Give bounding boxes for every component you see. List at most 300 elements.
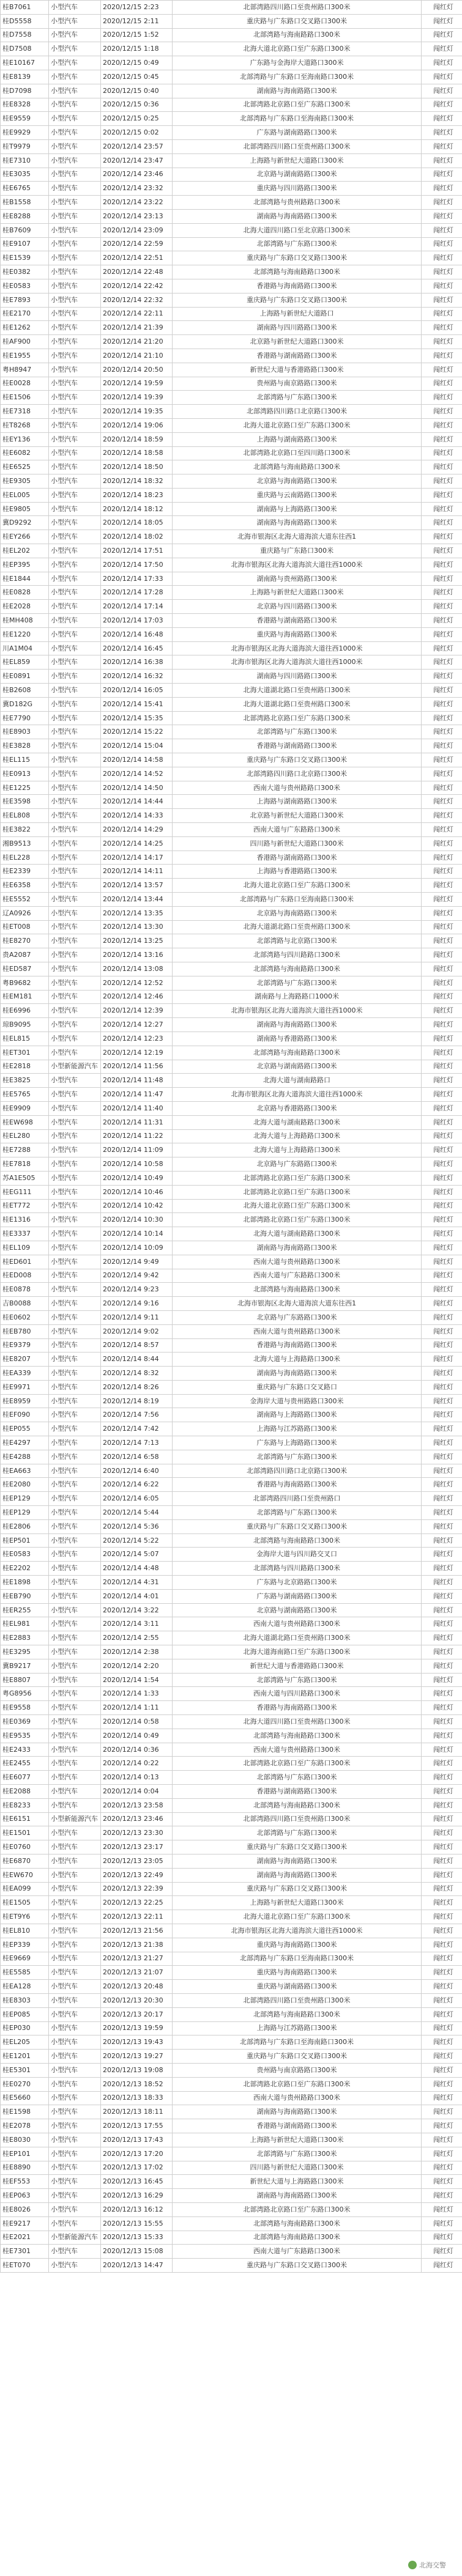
table-row [1,168,462,182]
plate-number-cell: 桂E2202 [1,1562,49,1576]
location-cell: 湖南路与海南路路口300米 [173,1018,422,1032]
vehicle-type-cell: 小型汽车 [49,586,101,600]
table-row [1,1980,462,1994]
vehicle-type-cell: 小型汽车 [49,1129,101,1143]
time-cell: 2020/12/13 23:05 [101,1854,173,1868]
plate-number-cell: 桂E9929 [1,126,49,140]
time-cell: 2020/12/14 20:50 [101,363,173,377]
time-cell: 2020/12/14 14:52 [101,767,173,781]
time-cell: 2020/12/14 16:38 [101,655,173,670]
violation-cell: 闯红灯 [422,377,462,391]
violation-cell: 闯红灯 [422,1519,462,1533]
table-row [1,1617,462,1631]
location-cell: 北部湾路与广东路口300米 [173,1506,422,1520]
violation-cell: 闯红灯 [422,279,462,293]
plate-number-cell: 桂E0602 [1,1310,49,1324]
time-cell: 2020/12/14 4:48 [101,1562,173,1576]
violation-cell: 闯红灯 [422,1812,462,1826]
location-cell: 北部湾路与海南路路口300米 [173,1729,422,1743]
violation-cell: 闯红灯 [422,2245,462,2259]
location-cell: 北部湾路与广东路口300米 [173,1673,422,1687]
time-cell: 2020/12/14 14:50 [101,781,173,795]
violation-cell: 闯红灯 [422,2050,462,2064]
table-row [1,126,462,140]
plate-number-cell: 桂E7310 [1,153,49,168]
time-cell: 2020/12/14 16:05 [101,684,173,698]
plate-number-cell: 桂E1898 [1,1576,49,1590]
time-cell: 2020/12/14 13:16 [101,948,173,962]
vehicle-type-cell: 小型汽车 [49,1701,101,1715]
plate-number-cell: 湘B9513 [1,836,49,851]
time-cell: 2020/12/14 0:36 [101,1743,173,1757]
vehicle-type-cell: 小型汽车 [49,1199,101,1213]
violation-cell: 闯红灯 [422,223,462,237]
time-cell: 2020/12/13 14:47 [101,2259,173,2273]
table-row [1,1506,462,1520]
time-cell: 2020/12/14 3:11 [101,1617,173,1631]
location-cell: 北部湾路与海南路路口300米 [173,2007,422,2021]
vehicle-type-cell: 小型汽车 [49,1659,101,1673]
table-row [1,1283,462,1297]
location-cell: 北部湾路与海南路路口300米 [173,265,422,279]
violation-cell: 闯红灯 [422,1743,462,1757]
location-cell: 重庆路与广东路口交叉路口300米 [173,2259,422,2273]
table-row [1,1115,462,1129]
time-cell: 2020/12/14 9:02 [101,1324,173,1338]
vehicle-type-cell: 小型汽车 [49,1687,101,1701]
vehicle-type-cell: 小型汽车 [49,2105,101,2119]
time-cell: 2020/12/13 19:43 [101,2035,173,2050]
table-row [1,2133,462,2147]
violation-cell: 闯红灯 [422,725,462,739]
plate-number-cell: 桂E1955 [1,349,49,363]
time-cell: 2020/12/15 0:02 [101,126,173,140]
plate-number-cell: 桂EL228 [1,851,49,865]
table-row [1,1074,462,1088]
table-row [1,1199,462,1213]
violation-cell: 闯红灯 [422,1464,462,1478]
vehicle-type-cell: 小型汽车 [49,697,101,711]
time-cell: 2020/12/14 13:57 [101,879,173,893]
location-cell: 北海大道湖北路口至贵州路口300米 [173,684,422,698]
plate-number-cell: 桂E0028 [1,377,49,391]
table-row [1,2161,462,2175]
vehicle-type-cell: 小型汽车 [49,823,101,837]
time-cell: 2020/12/13 18:52 [101,2077,173,2091]
location-cell: 北海市银海区北海大道海滨大道往西1000米 [173,655,422,670]
location-cell: 北部湾路四川路口至贵州路口300米 [173,1812,422,1826]
violation-cell: 闯红灯 [422,739,462,753]
violation-cell: 闯红灯 [422,962,462,976]
plate-number-cell: 桂E1539 [1,251,49,265]
time-cell: 2020/12/14 13:25 [101,934,173,948]
vehicle-type-cell: 小型汽车 [49,1715,101,1729]
plate-number-cell: 桂EA663 [1,1464,49,1478]
plate-number-cell: 桂EY266 [1,530,49,544]
table-row [1,2035,462,2050]
violation-cell: 闯红灯 [422,865,462,879]
location-cell: 北海大道北京路口至广东路口300米 [173,42,422,56]
plate-number-cell: 桂E4297 [1,1436,49,1450]
plate-number-cell: 桂E6082 [1,446,49,460]
plate-number-cell: 桂E1220 [1,627,49,641]
violation-cell: 闯红灯 [422,1088,462,1102]
plate-number-cell: 桂E4288 [1,1450,49,1464]
location-cell: 北部湾路北京路口至广东路口300米 [173,1757,422,1771]
plate-number-cell: 桂E6765 [1,182,49,196]
plate-number-cell: 桂D7098 [1,84,49,98]
time-cell: 2020/12/15 0:49 [101,56,173,70]
time-cell: 2020/12/14 10:42 [101,1199,173,1213]
plate-number-cell: 桂B7061 [1,1,49,15]
vehicle-type-cell: 小型汽车 [49,711,101,725]
violation-cell: 闯红灯 [422,641,462,655]
violation-cell: 闯红灯 [422,474,462,489]
time-cell: 2020/12/14 1:33 [101,1687,173,1701]
vehicle-type-cell: 小型汽车 [49,1896,101,1910]
location-cell: 北部湾路与北京路口300米 [173,934,422,948]
time-cell: 2020/12/13 16:29 [101,2189,173,2203]
plate-number-cell: 桂E2806 [1,1519,49,1533]
location-cell: 西南大道与贵州路路口300米 [173,1617,422,1631]
violation-cell: 闯红灯 [422,1603,462,1617]
plate-number-cell: 桂AF900 [1,335,49,349]
location-cell: 北部湾路北京路口至广东路口300米 [173,1171,422,1185]
plate-number-cell: 琼B9095 [1,1018,49,1032]
vehicle-type-cell: 小型汽车 [49,335,101,349]
time-cell: 2020/12/13 22:25 [101,1896,173,1910]
location-cell: 北部湾路四川路口北京路口300米 [173,1464,422,1478]
time-cell: 2020/12/14 11:56 [101,1060,173,1074]
vehicle-type-cell: 小型汽车 [49,42,101,56]
table-row [1,349,462,363]
vehicle-type-cell: 小型汽车 [49,600,101,614]
table-row [1,2021,462,2035]
plate-number-cell: 粤H8947 [1,363,49,377]
time-cell: 2020/12/14 12:27 [101,1018,173,1032]
plate-number-cell: 川A1M04 [1,641,49,655]
plate-number-cell: 桂E10167 [1,56,49,70]
location-cell: 重庆路与四川路路口300米 [173,182,422,196]
plate-number-cell: 贵A2087 [1,948,49,962]
table-row [1,711,462,725]
time-cell: 2020/12/14 10:46 [101,1185,173,1199]
vehicle-type-cell: 小型汽车 [49,1980,101,1994]
time-cell: 2020/12/14 17:03 [101,614,173,628]
location-cell: 北海市银海区北海大道海滨大道往西1000米 [173,558,422,572]
location-cell: 湖南路与海南路路口300米 [173,2189,422,2203]
time-cell: 2020/12/13 15:33 [101,2231,173,2245]
location-cell: 广东路与湖南路路口300米 [173,126,422,140]
table-row [1,1297,462,1311]
plate-number-cell: 桂E9971 [1,1380,49,1394]
location-cell: 上海路与新世纪大道路口 [173,307,422,321]
time-cell: 2020/12/14 9:49 [101,1255,173,1269]
table-row [1,1269,462,1283]
vehicle-type-cell: 小型汽车 [49,1562,101,1576]
vehicle-type-cell: 小型汽车 [49,990,101,1004]
table-row [1,2077,462,2091]
vehicle-type-cell: 小型汽车 [49,1297,101,1311]
plate-number-cell: 桂E5585 [1,1966,49,1980]
location-cell: 香港路与湖南路路口300米 [173,1785,422,1799]
vehicle-type-cell: 小型汽车 [49,962,101,976]
vehicle-type-cell: 小型汽车 [49,1018,101,1032]
watermark-text: 北海交警 [419,2561,446,2569]
time-cell: 2020/12/14 22:42 [101,279,173,293]
violation-cell: 闯红灯 [422,1171,462,1185]
plate-number-cell: 桂E8807 [1,1673,49,1687]
location-cell: 北海大道与上海路路口300米 [173,1129,422,1143]
time-cell: 2020/12/14 10:14 [101,1227,173,1241]
time-cell: 2020/12/14 12:39 [101,1004,173,1018]
plate-number-cell: 桂E9379 [1,1338,49,1353]
plate-number-cell: 桂E5301 [1,2063,49,2077]
location-cell: 新世纪大道与香港路路口300米 [173,363,422,377]
vehicle-type-cell: 小型汽车 [49,460,101,474]
violation-cell: 闯红灯 [422,906,462,920]
location-cell: 西南大道与广东路路口300米 [173,1269,422,1283]
table-body [1,1,462,2273]
plate-number-cell: 粤G8956 [1,1687,49,1701]
vehicle-type-cell: 小型新能源汽车 [49,1060,101,1074]
table-row [1,1729,462,1743]
plate-number-cell: 桂E6525 [1,460,49,474]
plate-number-cell: 桂EW670 [1,1868,49,1882]
location-cell: 北海大道与湖南路路口300米 [173,1227,422,1241]
time-cell: 2020/12/13 22:49 [101,1868,173,1882]
location-cell: 重庆路与广东路口交叉路口300米 [173,1519,422,1533]
violation-cell: 闯红灯 [422,1506,462,1520]
violation-cell: 闯红灯 [422,920,462,934]
vehicle-type-cell: 小型汽车 [49,753,101,767]
violation-cell: 闯红灯 [422,1074,462,1088]
location-cell: 北海大道四川路口至贵州路口300米 [173,1715,422,1729]
time-cell: 2020/12/14 4:01 [101,1589,173,1603]
vehicle-type-cell: 小型汽车 [49,139,101,153]
table-row [1,934,462,948]
vehicle-type-cell: 小型汽车 [49,1966,101,1980]
vehicle-type-cell: 小型汽车 [49,293,101,307]
violation-cell: 闯红灯 [422,237,462,251]
time-cell: 2020/12/13 15:08 [101,2245,173,2259]
vehicle-type-cell: 小型汽车 [49,851,101,865]
violation-cell: 闯红灯 [422,418,462,432]
plate-number-cell: 苏A1E505 [1,1171,49,1185]
plate-number-cell: 桂ED601 [1,1255,49,1269]
time-cell: 2020/12/13 21:27 [101,1952,173,1966]
vehicle-type-cell: 小型汽车 [49,2202,101,2216]
vehicle-type-cell: 小型汽车 [49,865,101,879]
plate-number-cell: 桂E6077 [1,1771,49,1785]
plate-number-cell: 桂E7818 [1,1157,49,1172]
vehicle-type-cell: 小型汽车 [49,1882,101,1896]
plate-number-cell: 桂E9909 [1,1101,49,1115]
table-row [1,196,462,210]
plate-number-cell: 桂E0878 [1,1283,49,1297]
location-cell: 北海大道湖北路口至贵州路口300米 [173,1631,422,1645]
vehicle-type-cell: 小型汽车 [49,1380,101,1394]
location-cell: 湖南路与海南路路口300米 [173,1241,422,1255]
table-row [1,1771,462,1785]
time-cell: 2020/12/14 11:09 [101,1143,173,1157]
table-row [1,1743,462,1757]
table-row [1,1129,462,1143]
table-row [1,558,462,572]
violation-cell: 闯红灯 [422,1715,462,1729]
violation-cell: 闯红灯 [422,684,462,698]
vehicle-type-cell: 小型汽车 [49,2161,101,2175]
plate-number-cell: 桂E8233 [1,1798,49,1812]
time-cell: 2020/12/14 13:30 [101,920,173,934]
vehicle-type-cell: 小型汽车 [49,655,101,670]
violation-cell: 闯红灯 [422,70,462,84]
violation-cell: 闯红灯 [422,893,462,907]
table-row [1,1548,462,1562]
location-cell: 湖南路与海南路路口300米 [173,2105,422,2119]
violation-cell: 闯红灯 [422,1966,462,1980]
plate-number-cell: 桂E8890 [1,2161,49,2175]
violation-cell: 闯红灯 [422,391,462,405]
time-cell: 2020/12/14 21:39 [101,321,173,335]
location-cell: 北海大道与上海路路口300米 [173,1353,422,1367]
table-row [1,1,462,15]
table-row [1,572,462,586]
location-cell: 湖南路与海南路路口300米 [173,516,422,530]
time-cell: 2020/12/14 21:20 [101,335,173,349]
location-cell: 北海大道湖北路口至贵州路口300米 [173,920,422,934]
table-row [1,767,462,781]
plate-number-cell: 桂EL115 [1,753,49,767]
vehicle-type-cell: 小型汽车 [49,1032,101,1046]
time-cell: 2020/12/14 5:44 [101,1506,173,1520]
time-cell: 2020/12/14 23:22 [101,196,173,210]
plate-number-cell: 桂ER255 [1,1603,49,1617]
time-cell: 2020/12/13 17:02 [101,2161,173,2175]
vehicle-type-cell: 小型汽车 [49,1617,101,1631]
time-cell: 2020/12/14 12:52 [101,976,173,990]
violation-cell: 闯红灯 [422,1115,462,1129]
table-row [1,1171,462,1185]
vehicle-type-cell: 小型汽车 [49,1506,101,1520]
table-row [1,1101,462,1115]
location-cell: 香港路与海南路路口300米 [173,1338,422,1353]
table-row [1,1436,462,1450]
violation-cell: 闯红灯 [422,349,462,363]
time-cell: 2020/12/14 3:22 [101,1603,173,1617]
vehicle-type-cell: 小型汽车 [49,976,101,990]
plate-number-cell: 桂E0583 [1,279,49,293]
vehicle-type-cell: 小型汽车 [49,906,101,920]
time-cell: 2020/12/13 15:55 [101,2216,173,2231]
location-cell: 香港路与湖南路路口300米 [173,2119,422,2133]
plate-number-cell: 桂E9305 [1,474,49,489]
vehicle-type-cell: 小型汽车 [49,1394,101,1408]
time-cell: 2020/12/14 17:28 [101,586,173,600]
table-row [1,655,462,670]
plate-number-cell: 桂E3825 [1,1074,49,1088]
vehicle-type-cell: 小型汽车 [49,1533,101,1548]
violation-cell: 闯红灯 [422,2035,462,2050]
location-cell: 北海大道北京路口至广东路口300米 [173,879,422,893]
plate-number-cell: 粤B9682 [1,976,49,990]
time-cell: 2020/12/13 19:27 [101,2050,173,2064]
plate-number-cell: 桂E5765 [1,1088,49,1102]
location-cell: 金海岸大道与贵州路路口300米 [173,1394,422,1408]
table-row [1,1854,462,1868]
violation-cell: 闯红灯 [422,1589,462,1603]
location-cell: 西南大道与贵州路路口300米 [173,781,422,795]
location-cell: 北海市银海区北海大道海滨大道东往西1 [173,1297,422,1311]
vehicle-type-cell: 小型汽车 [49,1338,101,1353]
violation-cell: 闯红灯 [422,809,462,823]
location-cell: 北部湾路与广东路口至海南路口300米 [173,893,422,907]
plate-number-cell: 桂E3295 [1,1645,49,1659]
location-cell: 金海岸大道与四川路交叉口 [173,1548,422,1562]
table-row [1,432,462,446]
plate-number-cell: 桂E0369 [1,1715,49,1729]
plate-number-cell: 桂E1844 [1,572,49,586]
violation-cell: 闯红灯 [422,1910,462,1924]
time-cell: 2020/12/14 11:47 [101,1088,173,1102]
plate-number-cell: 桂E1506 [1,391,49,405]
violation-cell: 闯红灯 [422,572,462,586]
violation-cell: 闯红灯 [422,2091,462,2105]
vehicle-type-cell: 小型汽车 [49,725,101,739]
vehicle-type-cell: 小型汽车 [49,1074,101,1088]
time-cell: 2020/12/14 12:46 [101,990,173,1004]
vehicle-type-cell: 小型汽车 [49,2175,101,2189]
time-cell: 2020/12/14 0:49 [101,1729,173,1743]
table-row [1,1046,462,1060]
table-row [1,2259,462,2273]
violation-cell: 闯红灯 [422,1199,462,1213]
table-row [1,1394,462,1408]
violation-cell: 闯红灯 [422,2007,462,2021]
location-cell: 北部湾路北京路口至广东路口300米 [173,2202,422,2216]
violation-cell: 闯红灯 [422,488,462,502]
plate-number-cell: 桂E5660 [1,2091,49,2105]
violation-cell: 闯红灯 [422,2105,462,2119]
location-cell: 北部湾路与海南路路口300米 [173,962,422,976]
plate-number-cell: 桂B7609 [1,223,49,237]
vehicle-type-cell: 小型汽车 [49,1436,101,1450]
time-cell: 2020/12/14 22:48 [101,265,173,279]
table-row [1,1673,462,1687]
table-row [1,948,462,962]
table-row [1,1576,462,1590]
time-cell: 2020/12/14 12:19 [101,1046,173,1060]
violation-cell: 闯红灯 [422,1157,462,1172]
plate-number-cell: 冀D9292 [1,516,49,530]
plate-number-cell: 桂EL005 [1,488,49,502]
time-cell: 2020/12/14 17:50 [101,558,173,572]
plate-number-cell: 桂E1201 [1,2050,49,2064]
violation-cell: 闯红灯 [422,1798,462,1812]
table-row [1,2147,462,2161]
violation-cell: 闯红灯 [422,558,462,572]
time-cell: 2020/12/14 10:58 [101,1157,173,1172]
table-row [1,976,462,990]
table-row [1,1812,462,1826]
plate-number-cell: 桂EW698 [1,1115,49,1129]
vehicle-type-cell: 小型汽车 [49,1868,101,1882]
vehicle-type-cell: 小型汽车 [49,1589,101,1603]
time-cell: 2020/12/14 6:58 [101,1450,173,1464]
location-cell: 北京路与香港路路口300米 [173,1101,422,1115]
table-row [1,1157,462,1172]
time-cell: 2020/12/13 18:33 [101,2091,173,2105]
